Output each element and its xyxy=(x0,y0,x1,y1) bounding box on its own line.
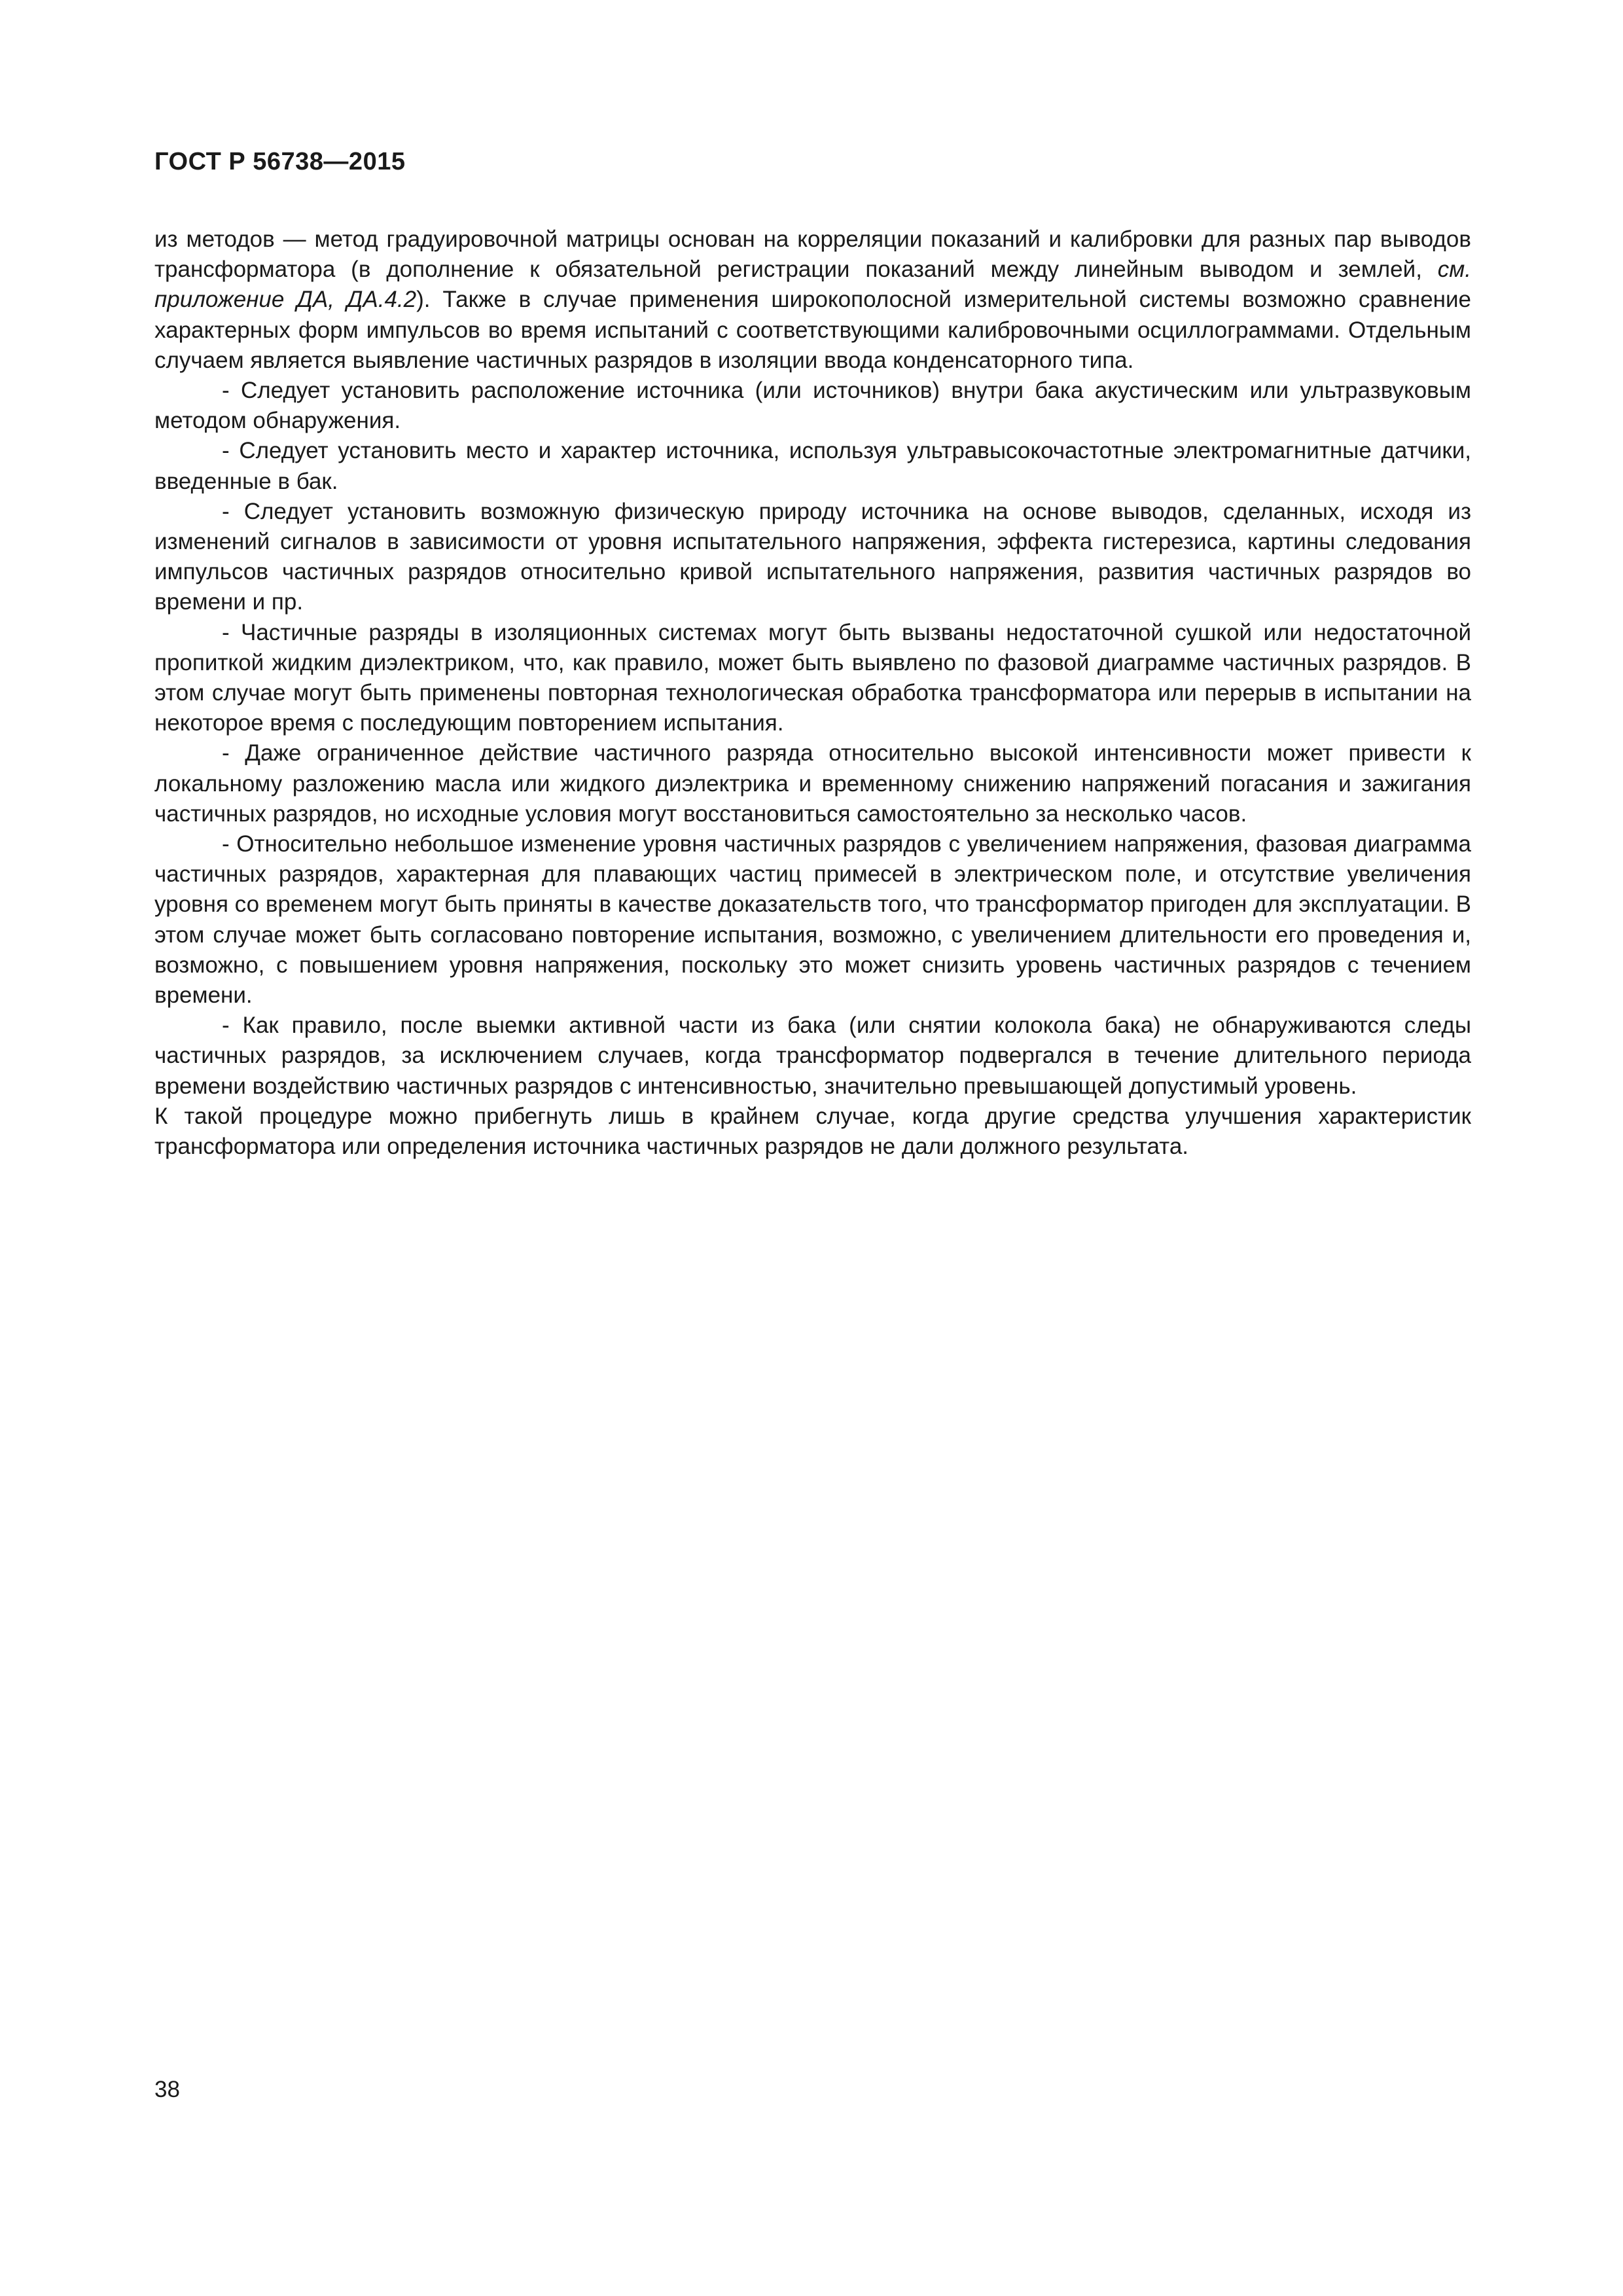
list-item-small-change: - Относительно небольшое изменение уровня частичных разрядов с увеличением напряжения, фазовая диаграмма частичных разрядов, характерная для плавающих частиц примесей в электрическом поле, и отсутствие увеличения уровня со временем могут быть приняты в качестве доказательств того, что трансформатор пригоден для эксплуатации. В этом случае может быть согласовано повторение испытания, возможно, с увеличением длительности его проведения и, возможно, с повышением уровня напряжения, поскольку это может снизить уровень частичных разрядов с течением времени. xyxy=(154,831,1471,1009)
appendix-reference: см. приложение ДА, ДА.4.2 xyxy=(154,257,1471,313)
list-item-uhf-sensors: - Следует установить место и характер источника, используя ультравысокочастотные электромагнитные датчики, введенные в бак. xyxy=(154,438,1471,494)
list-item-physical-nature: - Следует установить возможную физическую природу источника на основе выводов, сделанных, исходя из изменений сигналов в зависимости от уровня испытательного напряжения, эффекта гистерезиса, картины следования импульсов частичных разрядов относительно кривой испытательного напряжения, развития частичных разрядов во времени и пр. xyxy=(154,498,1471,615)
document-body xyxy=(154,224,1471,1162)
list-item-active-part-removal: - Как правило, после выемки активной части из бака (или снятии колокола бака) не обнаруживаются следы частичных разрядов, за исключением случаев, когда трансформатор подвергался в течение длительного периода времени воздействию частичных разрядов с интенсивностью, значительно превышающей допустимый уровень. xyxy=(154,1013,1471,1099)
list-item-limited-discharge: - Даже ограниченное действие частичного разряда относительно высокой интенсивности может привести к локальному разложению масла или жидкого диэлектрика и временному снижению напряжений погасания и зажигания частичных разрядов, но исходные условия могут восстановиться самостоятельно за несколько часов. xyxy=(154,740,1471,827)
document-header-standard-id: ГОСТ Р 56738—2015 xyxy=(154,148,406,175)
closing-paragraph: К такой процедуре можно прибегнуть лишь в крайнем случае, когда другие средства улучшения характеристик трансформатора или определения источника частичных разрядов не дали должного результата. xyxy=(154,1103,1471,1160)
intro-text-continued: ). Также в случае применения широкополосной измерительной системы возможно сравнение характерных форм импульсов во время испытаний с соответствующими калибровочными осциллограммами. Отдельным случаем является выявление частичных разрядов в изоляции ввода конденсаторного типа. xyxy=(154,287,1472,373)
list-item-drying-impregnation: - Частичные разряды в изоляционных системах могут быть вызваны недостаточной сушкой или недостаточной пропиткой жидким диэлектриком, что, как правило, может быть выявлено по фазовой диаграмме частичных разрядов. В этом случае могут быть применены повторная технологическая обработка трансформатора или перерыв в испытании на некоторое время с последующим повторением испытания. xyxy=(154,619,1471,736)
intro-text: из методов — метод градуировочной матрицы основан на корреляции показаний и калибровки для разных пар выводов трансформатора (в дополнение к обязательной регистрации показаний между линейным выводом и землей, xyxy=(154,226,1471,283)
intro-paragraph xyxy=(154,224,1471,376)
page-number: 38 xyxy=(154,2077,180,2102)
list-item-source-location: - Следует установить расположение источника (или источников) внутри бака акустическим или ультразвуковым методом обнаружения. xyxy=(154,378,1471,434)
